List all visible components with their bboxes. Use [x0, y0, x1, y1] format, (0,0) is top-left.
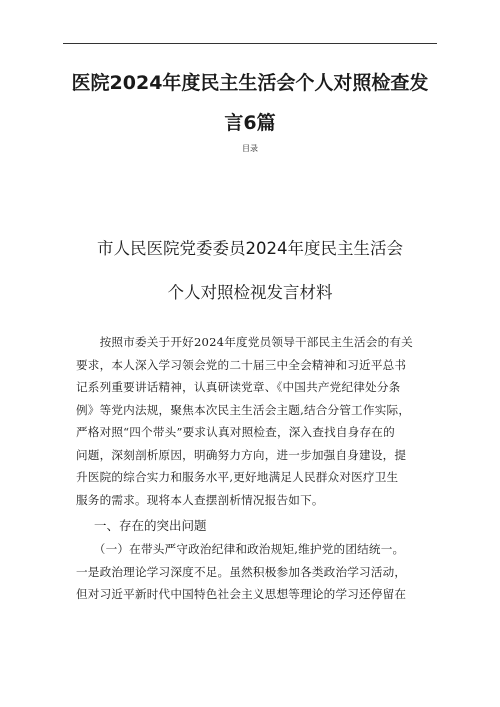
document-title-line-2: 言6篇	[224, 112, 276, 134]
paragraph-line: 要求，本人深入学习领会党的二十届三中全会精神和习近平总书	[76, 357, 407, 372]
paragraph-line: 服务的需求。现将本人查摆剖析情况报告如下。	[76, 492, 324, 507]
article-title-line-2: 个人对照检视发言材料	[167, 283, 333, 302]
document-title-line-1: 医院2024年度民主生活会个人对照检查发	[71, 72, 429, 94]
paragraph-line: 按照市委关于开好2024年度党员领导干部民主生活会的有关	[76, 335, 413, 349]
paragraph-line: 升医院的综合实力和服务水平,更好地满足人民群众对医疗卫生	[76, 470, 399, 484]
section-heading: 一、存在的突出问题	[94, 518, 207, 533]
paragraph-line: 严格对照“四个带头”要求认真对照检查，深入查找自身存在的	[76, 425, 395, 439]
paragraph-line: 记系列重要讲话精神，认真研读党章、《中国共产党纪律处分条	[76, 380, 401, 394]
paragraph-line: 例》等党内法规，聚焦本次民主生活会主题,结合分管工作实际，	[76, 402, 411, 417]
paragraph-line: 但对习近平新时代中国特色社会主义思想等理论的学习还停留在	[76, 587, 407, 601]
paragraph-line: 问题，深刻剖析原因，明确努力方向，进一步加强自身建设，提	[76, 447, 407, 462]
article-title-line-1: 市人民医院党委委员2024年度民主生活会	[97, 239, 403, 258]
paragraph-line: 一是政治理论学习深度不足。虽然积极参加各类政治学习活动，	[76, 564, 407, 579]
toc-label: 目录	[242, 144, 258, 153]
top-divider	[63, 43, 437, 44]
paragraph-line: （一）在带头严守政治纪律和政治规矩,维护党的团结统一。	[76, 542, 405, 556]
